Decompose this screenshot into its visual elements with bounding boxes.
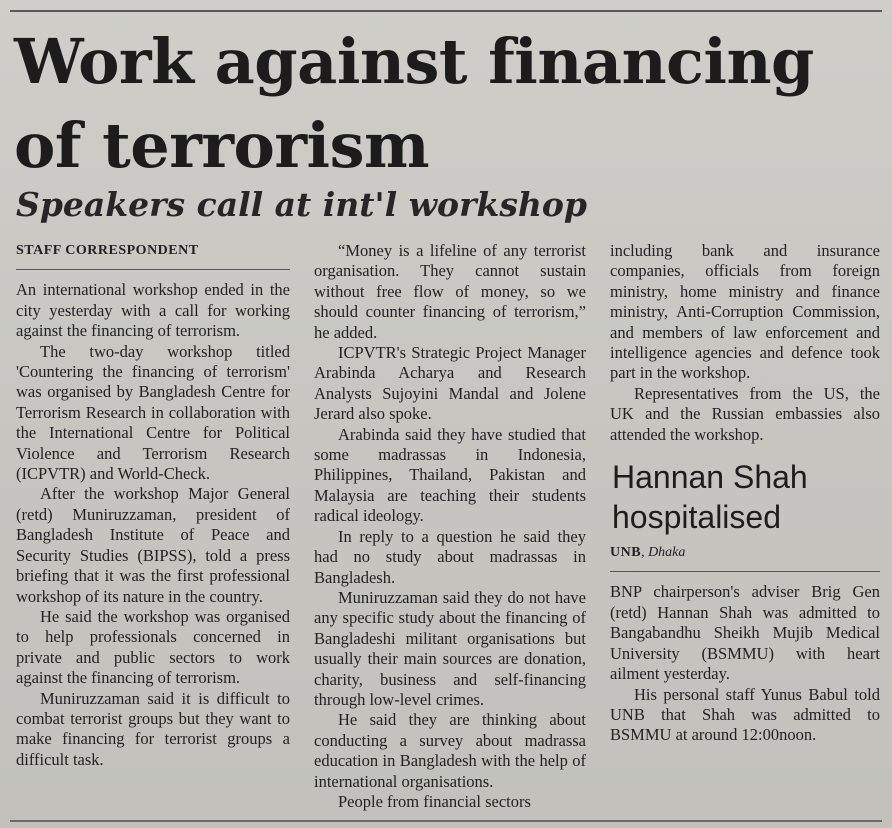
brief-byline-agency: UNB bbox=[610, 545, 642, 561]
brief-paragraph: BNP chairperson's adviser Brig Gen (retd) Hannan Shah was admitted to Bangabandhu Sheikh Mujib Medical University (BSMMU) with heart ailment yesterday. bbox=[610, 582, 880, 684]
subheadline: Speakers call at int'l workshop bbox=[16, 185, 587, 224]
article-paragraph: He said the workshop was organised to help professionals concerned in private and public sectors to work against the financing of terrorism. bbox=[16, 606, 290, 688]
article-paragraph: “Money is a lifeline of any terrorist organisation. They cannot sustain without free flow of money, so we should counter financing of terrorism,” he added. bbox=[314, 241, 586, 342]
top-rule bbox=[10, 10, 882, 12]
article-paragraph: In reply to a question he said they had no study about madrassas in Bangladesh. bbox=[314, 526, 586, 587]
headline: Work against financing of terrorism bbox=[14, 25, 814, 182]
article-paragraph: Arabinda said they have studied that some madrassas in Indonesia, Philippines, Thailand, Pakistan and Malaysia are teaching their students radical ideology. bbox=[314, 424, 586, 526]
article-paragraph: An international workshop ended in the city yesterday with a call for working against the financing of terrorism. bbox=[16, 280, 290, 341]
brief-headline: Hannan Shah hospitalised bbox=[612, 459, 808, 536]
column-2 bbox=[314, 241, 586, 812]
byline-rule bbox=[16, 269, 290, 270]
brief-byline: UNB, Dhaka bbox=[610, 545, 686, 561]
article-paragraph: including bank and insurance companies, officials from foreign ministry, home ministry and finance ministry, Anti-Corruption Commission, and members of law enforcement and intelligence agencies and defence took part in the workshop. bbox=[610, 241, 880, 383]
article-paragraph: Muniruzzaman said they do not have any specific study about the financing of Bangladeshi militant organisations but usually their main sources are donation, charity, business and self-financing through low-level crimes. bbox=[314, 587, 586, 709]
column-3 bbox=[610, 241, 880, 746]
article-paragraph: The two-day workshop titled 'Countering the financing of terrorism' was organised by Bangladesh Centre for Terrorism Research in collaboration with the International Centre for Political Violence and Terrorism Research (ICPVTR) and World-Check. bbox=[16, 341, 290, 484]
column-1 bbox=[16, 241, 290, 770]
brief-byline-place: Dhaka bbox=[648, 545, 686, 561]
brief-paragraph: His personal staff Yunus Babul told UNB that Shah was admitted to BSMMU at around 12:00noon. bbox=[610, 684, 880, 745]
article-paragraph: He said they are thinking about conducting a survey about madrassa education in Bangladesh with the help of international organisations. bbox=[314, 710, 586, 791]
bottom-rule bbox=[10, 820, 882, 822]
article-paragraph: ICPVTR's Strategic Project Manager Arabinda Acharya and Research Analysts Sujoyini Mandal and Jolene Jerard also spoke. bbox=[314, 343, 586, 424]
article-paragraph: Muniruzzaman said it is difficult to combat terrorist groups but they want to make financing for terrorist groups a difficult task. bbox=[16, 688, 290, 769]
article-paragraph: Representatives from the US, the UK and the Russian embassies also attended the workshop. bbox=[610, 383, 880, 444]
article-paragraph: After the workshop Major General (retd) Muniruzzaman, president of Bangladesh Institute of Peace and Security Studies (BIPSS), told a press briefing that it was the first professional workshop of its nature in the country. bbox=[16, 484, 290, 606]
byline: STAFF CORRESPONDENT bbox=[16, 243, 199, 258]
article-paragraph: People from financial sectors bbox=[338, 791, 531, 811]
brief-byline-rule bbox=[610, 571, 880, 572]
